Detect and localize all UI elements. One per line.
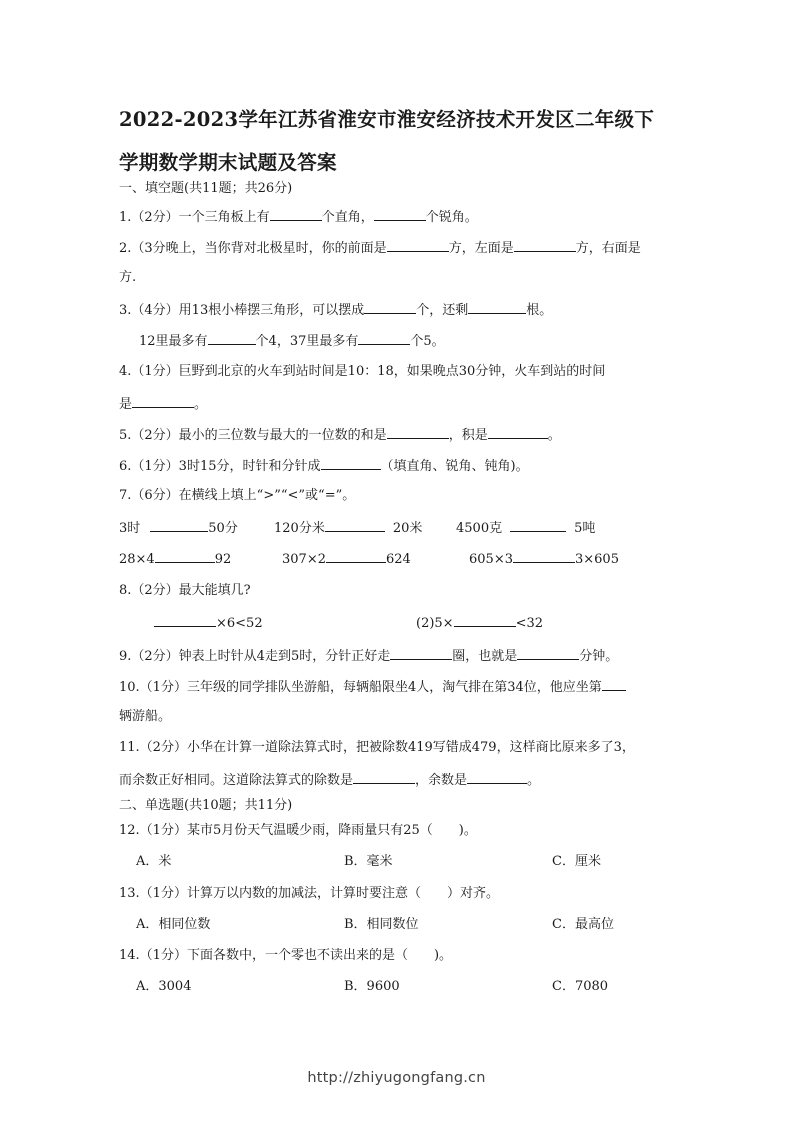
question-2-text: 方，左面是 <box>448 241 514 256</box>
question-4-text: 。 <box>194 397 208 412</box>
question-14: 14.（1分）下面各数中，一个零也不读出来的是（ )。 <box>119 948 453 963</box>
answer-blank[interactable] <box>514 238 576 252</box>
answer-blank[interactable] <box>132 394 194 408</box>
section-heading-fill-in: 一、填空题(共11题；共26分) <box>119 181 293 196</box>
section-heading-single-choice: 二、单选题(共10题；共11分) <box>119 798 293 813</box>
answer-blank[interactable] <box>353 770 415 784</box>
question-3-text: 个5。 <box>410 334 445 349</box>
question-4-text: 是 <box>119 397 133 412</box>
question-11-cont <box>119 770 540 790</box>
compare-item: 624 <box>385 552 411 567</box>
answer-blank[interactable] <box>454 613 516 627</box>
question-13: 13.（1分）计算万以内数的加减法，计算时要注意（ ）对齐。 <box>119 886 499 901</box>
question-7-row2-c <box>469 549 619 569</box>
question-5-text: ，积是 <box>448 428 488 443</box>
answer-blank[interactable] <box>387 238 449 252</box>
question-4-cont <box>119 394 207 414</box>
question-2-text: 2.（3分晚上，当你背对北极星时，你的前面是 <box>119 241 387 256</box>
question-1 <box>119 207 478 227</box>
answer-blank[interactable] <box>150 518 208 532</box>
compare-item: 50分 <box>208 521 238 536</box>
question-8-part2 <box>416 613 543 633</box>
question-6-text: （填直角、锐角、钝角)。 <box>380 459 529 474</box>
option-b[interactable]: B．毫米 <box>344 854 393 869</box>
question-6 <box>119 456 529 476</box>
answer-blank[interactable] <box>488 425 548 439</box>
compare-item: 307×2 <box>282 552 326 567</box>
question-7-row2 <box>119 549 231 569</box>
compare-item: 3×605 <box>574 552 619 567</box>
question-2-cont: 方. <box>119 270 137 285</box>
question-5-text: 。 <box>547 428 561 443</box>
compare-item: 92 <box>214 552 232 567</box>
question-7: 7.（6分）在横线上填上“>”“<”或“=”。 <box>119 488 356 503</box>
question-11-text: 而余数正好相同。这道除法算式的除数是 <box>119 773 354 788</box>
compare-item: 20米 <box>392 521 423 536</box>
answer-blank[interactable] <box>390 646 452 660</box>
question-5-text: 5.（2分）最小的三位数与最大的一位数的和是 <box>119 428 387 443</box>
answer-blank[interactable] <box>517 646 579 660</box>
option-a[interactable]: A．3004 <box>136 979 192 994</box>
answer-blank[interactable] <box>358 331 410 345</box>
question-4: 4.（1分）巨野到北京的火车到站时间是10：18，如果晚点30分钟，火车到站的时间 <box>119 364 606 379</box>
question-8-part1 <box>154 613 263 633</box>
question-9-text: 分钟。 <box>579 649 619 664</box>
answer-blank[interactable] <box>325 518 385 532</box>
footer-url[interactable]: http://zhiyugongfang.cn <box>307 1070 486 1086</box>
answer-blank[interactable] <box>208 331 256 345</box>
question-3-text: 3.（4分）用13根小棒摆三角形，可以摆成 <box>119 303 365 318</box>
answer-blank[interactable] <box>513 549 575 563</box>
answer-blank[interactable] <box>154 613 216 627</box>
compare-item: 3时 <box>119 521 141 536</box>
question-9 <box>119 646 618 666</box>
question-7-row1-b <box>274 518 422 538</box>
compare-item: 5吨 <box>574 521 596 536</box>
question-9-text: 圈，也就是 <box>452 649 518 664</box>
answer-blank[interactable] <box>510 518 566 532</box>
question-6-text: 6.（1分）3时15分，时针和分针成 <box>119 459 321 474</box>
compare-item: 120分米 <box>274 521 325 536</box>
question-11: 11.（2分）小华在计算一道除法算式时，把被除数419写错成479，这样商比原来多了3， <box>119 740 635 755</box>
question-7-row2-b <box>282 549 411 569</box>
compare-item: 28×4 <box>119 552 155 567</box>
answer-blank[interactable] <box>270 207 322 221</box>
question-3-text: 个4，37里最多有 <box>255 334 359 349</box>
answer-blank[interactable] <box>467 770 527 784</box>
question-10 <box>119 677 626 697</box>
question-3-text: 12里最多有 <box>139 334 208 349</box>
question-11-text: 。 <box>527 773 541 788</box>
question-2-text: 方，右面是 <box>575 241 641 256</box>
question-10-cont: 辆游船。 <box>119 709 172 724</box>
question-1-text: 1.（2分）一个三角板上有 <box>119 210 270 225</box>
question-3-text: 个，还剩 <box>416 303 469 318</box>
question-12: 12.（1分）某市5月份天气温暖少雨，降雨量只有25（ )。 <box>119 823 477 838</box>
answer-blank[interactable] <box>326 549 386 563</box>
option-c[interactable]: C．7080 <box>552 979 609 994</box>
question-3 <box>119 300 552 320</box>
compare-item: 4500克 <box>456 521 503 536</box>
question-1-text: 个直角， <box>321 210 374 225</box>
question-11-text: ，余数是 <box>415 773 468 788</box>
question-2 <box>119 238 641 258</box>
answer-blank[interactable] <box>321 456 381 470</box>
question-8: 8.（2分）最大能填几? <box>119 583 251 598</box>
answer-blank[interactable] <box>155 549 215 563</box>
question-9-text: 9.（2分）钟表上时针从4走到5时，分针正好走 <box>119 649 391 664</box>
document-title-line2: 学期数学期末试题及答案 <box>119 151 337 174</box>
option-b[interactable]: B．相同数位 <box>344 917 419 932</box>
question-10-text: 10.（1分）三年级的同学排队坐游船，每辆船限坐4人，淘气排在第34位，他应坐第 <box>119 680 602 695</box>
option-c[interactable]: C．厘米 <box>552 854 601 869</box>
option-a[interactable]: A．相同位数 <box>136 917 211 932</box>
question-1-text: 个锐角。 <box>425 210 478 225</box>
question-8-text: (2)5× <box>416 616 454 631</box>
question-3-text: 根。 <box>526 303 553 318</box>
question-7-row1-c <box>456 518 595 538</box>
question-8-text: ×6<52 <box>216 616 263 631</box>
option-b[interactable]: B．9600 <box>344 979 400 994</box>
question-7-row1 <box>119 518 238 538</box>
answer-blank[interactable] <box>387 425 449 439</box>
option-c[interactable]: C．最高位 <box>552 917 614 932</box>
document-title-line1: 2022-2023学年江苏省淮安市淮安经济技术开发区二年级下 <box>119 108 655 131</box>
compare-item: 605×3 <box>469 552 513 567</box>
option-a[interactable]: A．米 <box>136 854 172 869</box>
answer-blank[interactable] <box>602 677 626 691</box>
answer-blank[interactable] <box>364 300 416 314</box>
question-8-text: <32 <box>515 616 544 631</box>
answer-blank[interactable] <box>468 300 526 314</box>
question-5 <box>119 425 561 445</box>
answer-blank[interactable] <box>374 207 426 221</box>
question-3-part2 <box>139 331 445 351</box>
